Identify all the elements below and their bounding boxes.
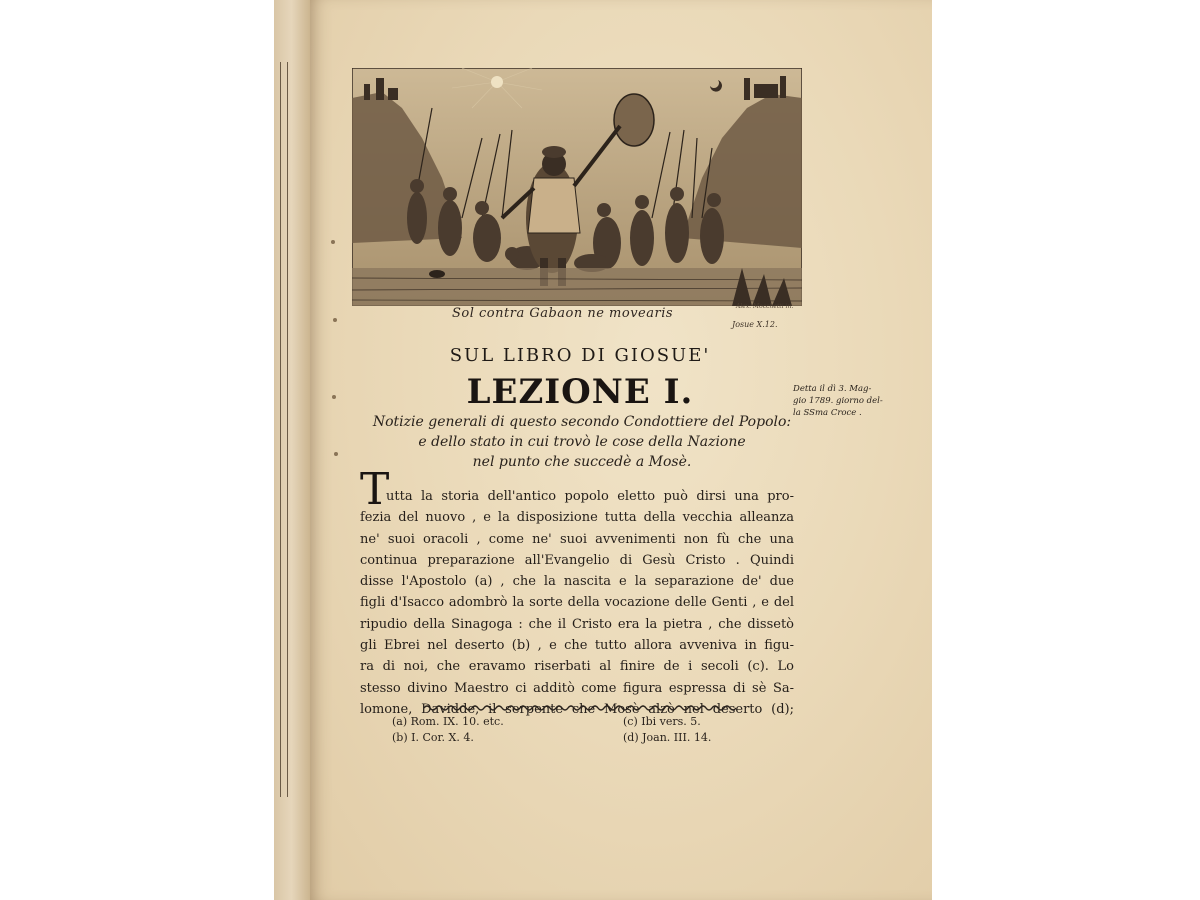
margin-note-line: gio 1789. giorno del-	[793, 396, 883, 406]
subtitle-line: e dello stato in cui trovò le cose della Nazione	[418, 434, 746, 450]
subtitle-line: nel punto che succedè a Mosè.	[472, 454, 692, 470]
body-paragraph	[360, 486, 794, 720]
body-line: ripudio della Sinagoga : che il Cristo era la pietra , che dissetò	[360, 616, 794, 632]
book-title: SUL LIBRO DI GIOSUE'	[449, 345, 711, 366]
footnote: (d) Joan. III. 14.	[623, 731, 712, 744]
gutter-hole	[332, 395, 336, 399]
body-line: continua preparazione all'Evangelio di Gesù Cristo . Quindi	[360, 552, 794, 568]
lesson-subtitle	[372, 412, 792, 472]
body-line: figli d'Isacco adombrò la sorte della vocazione delle Genti , e del	[360, 595, 794, 611]
gutter-hole	[331, 240, 335, 244]
engraving-caption: Sol contra Gabaon ne movearis	[452, 306, 674, 321]
footnote: (a) Rom. IX. 10. etc.	[392, 715, 504, 728]
binding-rule	[280, 62, 288, 797]
body-line: utta la storia dell'antico popolo eletto può dirsi una pro-	[386, 489, 794, 504]
engraving-illustration	[352, 68, 802, 306]
footnote: (b) I. Cor. X. 4.	[392, 731, 474, 744]
margin-note-line: Detta il dì 3. Mag-	[793, 384, 872, 394]
body-line: fezia del nuovo , e la disposizione tutta della vecchia alleanza	[360, 510, 794, 526]
body-line: ra di noi, che eravamo riserbati al finire de i secoli (c). Lo	[360, 659, 794, 675]
body-line: lomone, Davidde, il serpente che Mosè alzò nel deserto (d);	[360, 701, 794, 717]
body-line: stesso divino Maestro ci additò come figura espressa di sè Sa-	[360, 680, 794, 696]
engraver-signature: Alex. Mocchetti in.	[736, 303, 794, 310]
footnotes-left	[392, 714, 592, 746]
margin-note-line: la SSma Croce .	[793, 408, 862, 418]
gutter-hole	[334, 452, 338, 456]
lesson-title: LEZIONE I.	[466, 372, 694, 412]
margin-note	[793, 383, 903, 419]
caption-reference: Josue X.12.	[732, 320, 778, 329]
body-line: gli Ebrei nel deserto (b) , e che tutto allora avveniva in figu-	[360, 638, 794, 654]
body-line: ne' suoi oracoli , come ne' suoi avvenimenti non fù che una	[360, 531, 794, 547]
body-line: disse l'Apostolo (a) , che la nascita e la separazione de' due	[360, 574, 794, 590]
footnote: (c) Ibi vers. 5.	[623, 715, 701, 728]
footnote-divider	[424, 704, 736, 712]
footnotes-right	[623, 714, 783, 746]
gutter-hole	[333, 318, 337, 322]
drop-cap: T	[360, 464, 390, 515]
subtitle-line: Notizie generali di questo secondo Condottiere del Popolo:	[372, 414, 792, 430]
